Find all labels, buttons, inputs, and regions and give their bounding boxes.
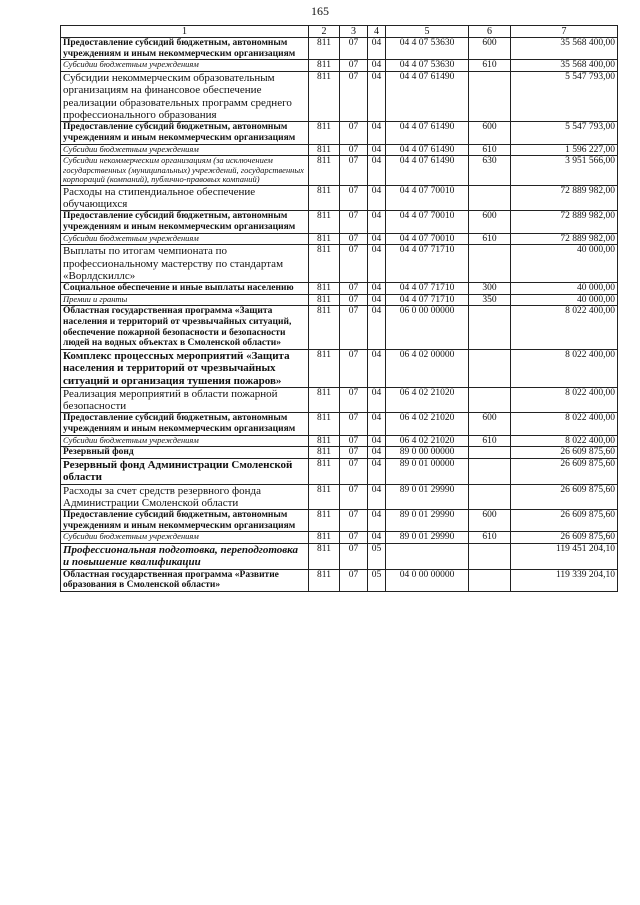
amount-cell: 8 022 400,00 [511, 306, 618, 350]
table-row [61, 510, 618, 532]
table-row [61, 122, 618, 144]
name-cell: Предоставление субсидий бюджетным, автономным учреждениям и иным некоммерческим организациям [61, 122, 309, 144]
subsection-code-cell: 05 [368, 544, 386, 570]
table-row [61, 283, 618, 295]
ministry-code-cell: 811 [309, 510, 340, 532]
ministry-code-cell: 811 [309, 544, 340, 570]
name-cell: Областная государственная программа «Защита населения и территорий от чрезвычайных ситуаций, обеспечение пожарной безопасности и безопасности людей на водных объектах в Смоленской области» [61, 306, 309, 350]
table-row [61, 72, 618, 122]
subsection-code-cell: 04 [368, 185, 386, 211]
expense-type-cell [469, 349, 511, 387]
subsection-code-cell: 04 [368, 156, 386, 186]
ministry-code-cell: 811 [309, 122, 340, 144]
table-row [61, 544, 618, 570]
name-cell: Реализация мероприятий в области пожарной безопасности [61, 387, 309, 413]
header-cell: 2 [309, 26, 340, 38]
ministry-code-cell: 811 [309, 156, 340, 186]
ministry-code-cell: 811 [309, 484, 340, 510]
section-code-cell: 07 [340, 72, 368, 122]
amount-cell: 26 609 875,60 [511, 458, 618, 484]
name-cell: Социальное обеспечение и иные выплаты населению [61, 283, 309, 295]
expense-type-cell [469, 544, 511, 570]
expense-type-cell: 610 [469, 532, 511, 544]
expense-type-cell: 600 [469, 122, 511, 144]
ministry-code-cell: 811 [309, 211, 340, 233]
expense-type-cell: 610 [469, 233, 511, 245]
subsection-code-cell: 04 [368, 435, 386, 447]
amount-cell: 8 022 400,00 [511, 435, 618, 447]
name-cell: Расходы на стипендиальное обеспечение обучающихся [61, 185, 309, 211]
table-row [61, 349, 618, 387]
table-row [61, 484, 618, 510]
ministry-code-cell: 811 [309, 294, 340, 306]
table-row [61, 306, 618, 350]
amount-cell: 35 568 400,00 [511, 60, 618, 72]
target-article-cell: 04 4 07 71710 [386, 245, 469, 283]
target-article-cell: 04 4 07 61490 [386, 122, 469, 144]
expense-type-cell: 600 [469, 38, 511, 60]
target-article-cell: 06 4 02 00000 [386, 349, 469, 387]
expense-type-cell [469, 72, 511, 122]
subsection-code-cell: 04 [368, 283, 386, 295]
ministry-code-cell: 811 [309, 283, 340, 295]
expense-type-cell: 610 [469, 144, 511, 156]
ministry-code-cell: 811 [309, 38, 340, 60]
name-cell: Субсидии бюджетным учреждениям [61, 532, 309, 544]
expense-type-cell [469, 387, 511, 413]
amount-cell: 26 609 875,60 [511, 484, 618, 510]
ministry-code-cell: 811 [309, 413, 340, 435]
name-cell: Субсидии бюджетным учреждениям [61, 60, 309, 72]
subsection-code-cell: 04 [368, 144, 386, 156]
section-code-cell: 07 [340, 60, 368, 72]
amount-cell: 40 000,00 [511, 294, 618, 306]
subsection-code-cell: 04 [368, 349, 386, 387]
header-row [61, 26, 618, 38]
amount-cell: 26 609 875,60 [511, 532, 618, 544]
expense-type-cell [469, 245, 511, 283]
section-code-cell: 07 [340, 569, 368, 591]
amount-cell: 26 609 875,60 [511, 510, 618, 532]
amount-cell: 40 000,00 [511, 245, 618, 283]
table-row [61, 156, 618, 186]
table-row [61, 569, 618, 591]
expense-type-cell: 600 [469, 510, 511, 532]
target-article-cell: 04 4 07 61490 [386, 144, 469, 156]
name-cell: Субсидии бюджетным учреждениям [61, 233, 309, 245]
target-article-cell: 04 4 07 61490 [386, 72, 469, 122]
expense-type-cell [469, 447, 511, 459]
name-cell: Субсидии некоммерческим организациям (за исключением государственных (муниципальных) учреждений, государственных корпораций (компаний), публично-правовых компаний) [61, 156, 309, 186]
table-row [61, 458, 618, 484]
ministry-code-cell: 811 [309, 387, 340, 413]
table-row [61, 294, 618, 306]
amount-cell: 35 568 400,00 [511, 38, 618, 60]
subsection-code-cell: 04 [368, 510, 386, 532]
target-article-cell: 04 4 07 53630 [386, 38, 469, 60]
subsection-code-cell: 04 [368, 447, 386, 459]
subsection-code-cell: 04 [368, 532, 386, 544]
section-code-cell: 07 [340, 510, 368, 532]
table-row [61, 413, 618, 435]
section-code-cell: 07 [340, 294, 368, 306]
section-code-cell: 07 [340, 306, 368, 350]
section-code-cell: 07 [340, 544, 368, 570]
ministry-code-cell: 811 [309, 532, 340, 544]
subsection-code-cell: 05 [368, 569, 386, 591]
amount-cell: 1 596 227,00 [511, 144, 618, 156]
target-article-cell: 89 0 01 00000 [386, 458, 469, 484]
name-cell: Резервный фонд [61, 447, 309, 459]
target-article-cell: 89 0 01 29990 [386, 484, 469, 510]
amount-cell: 26 609 875,60 [511, 447, 618, 459]
ministry-code-cell: 811 [309, 458, 340, 484]
target-article-cell: 04 4 07 70010 [386, 233, 469, 245]
header-cell: 1 [61, 26, 309, 38]
name-cell: Субсидии бюджетным учреждениям [61, 435, 309, 447]
amount-cell: 3 951 566,00 [511, 156, 618, 186]
name-cell: Предоставление субсидий бюджетным, автономным учреждениям и иным некоммерческим организациям [61, 211, 309, 233]
amount-cell: 8 022 400,00 [511, 413, 618, 435]
header-cell: 7 [511, 26, 618, 38]
target-article-cell: 06 4 02 21020 [386, 435, 469, 447]
header-cell: 3 [340, 26, 368, 38]
ministry-code-cell: 811 [309, 569, 340, 591]
amount-cell: 5 547 793,00 [511, 122, 618, 144]
amount-cell: 119 451 204,10 [511, 544, 618, 570]
table-body [61, 38, 618, 592]
subsection-code-cell: 04 [368, 458, 386, 484]
subsection-code-cell: 04 [368, 387, 386, 413]
page-number: 165 [311, 4, 329, 18]
expense-type-cell [469, 569, 511, 591]
ministry-code-cell: 811 [309, 435, 340, 447]
name-cell: Резервный фонд Администрации Смоленской области [61, 458, 309, 484]
amount-cell: 5 547 793,00 [511, 72, 618, 122]
header-cell: 5 [386, 26, 469, 38]
section-code-cell: 07 [340, 211, 368, 233]
target-article-cell: 04 4 07 71710 [386, 283, 469, 295]
table-row [61, 245, 618, 283]
ministry-code-cell: 811 [309, 447, 340, 459]
expense-type-cell [469, 306, 511, 350]
section-code-cell: 07 [340, 435, 368, 447]
name-cell: Предоставление субсидий бюджетным, автономным учреждениям и иным некоммерческим организациям [61, 413, 309, 435]
table-row [61, 211, 618, 233]
expense-type-cell [469, 484, 511, 510]
section-code-cell: 07 [340, 349, 368, 387]
table-row [61, 60, 618, 72]
expense-type-cell [469, 185, 511, 211]
target-article-cell: 04 4 07 70010 [386, 211, 469, 233]
target-article-cell: 06 4 02 21020 [386, 387, 469, 413]
subsection-code-cell: 04 [368, 245, 386, 283]
expense-type-cell [469, 458, 511, 484]
table-row [61, 185, 618, 211]
name-cell: Расходы за счет средств резервного фонда Администрации Смоленской области [61, 484, 309, 510]
section-code-cell: 07 [340, 185, 368, 211]
section-code-cell: 07 [340, 283, 368, 295]
amount-cell: 8 022 400,00 [511, 387, 618, 413]
section-code-cell: 07 [340, 233, 368, 245]
table-row [61, 144, 618, 156]
amount-cell: 72 889 982,00 [511, 185, 618, 211]
subsection-code-cell: 04 [368, 294, 386, 306]
target-article-cell: 89 0 01 29990 [386, 510, 469, 532]
subsection-code-cell: 04 [368, 211, 386, 233]
ministry-code-cell: 811 [309, 349, 340, 387]
target-article-cell: 06 0 00 00000 [386, 306, 469, 350]
subsection-code-cell: 04 [368, 233, 386, 245]
amount-cell: 72 889 982,00 [511, 233, 618, 245]
subsection-code-cell: 04 [368, 38, 386, 60]
subsection-code-cell: 04 [368, 60, 386, 72]
table-row [61, 532, 618, 544]
target-article-cell: 06 4 02 21020 [386, 413, 469, 435]
name-cell: Комплекс процессных мероприятий «Защита населения и территорий от чрезвычайных ситуаций и организация тушения пожаров» [61, 349, 309, 387]
target-article-cell: 04 4 07 70010 [386, 185, 469, 211]
section-code-cell: 07 [340, 144, 368, 156]
section-code-cell: 07 [340, 38, 368, 60]
name-cell: Субсидии бюджетным учреждениям [61, 144, 309, 156]
amount-cell: 8 022 400,00 [511, 349, 618, 387]
ministry-code-cell: 811 [309, 245, 340, 283]
expense-type-cell: 350 [469, 294, 511, 306]
header-cell: 6 [469, 26, 511, 38]
target-article-cell: 04 4 07 53630 [386, 60, 469, 72]
table-row [61, 435, 618, 447]
expense-type-cell: 610 [469, 60, 511, 72]
name-cell: Предоставление субсидий бюджетным, автономным учреждениям и иным некоммерческим организациям [61, 510, 309, 532]
subsection-code-cell: 04 [368, 72, 386, 122]
target-article-cell: 89 0 01 29990 [386, 532, 469, 544]
section-code-cell: 07 [340, 413, 368, 435]
header-cell: 4 [368, 26, 386, 38]
target-article-cell: 04 4 07 61490 [386, 156, 469, 186]
table-row [61, 447, 618, 459]
amount-cell: 40 000,00 [511, 283, 618, 295]
table-row [61, 233, 618, 245]
amount-cell: 119 339 204,10 [511, 569, 618, 591]
expense-type-cell: 600 [469, 211, 511, 233]
name-cell: Профессиональная подготовка, переподготовка и повышение квалификации [61, 544, 309, 570]
section-code-cell: 07 [340, 484, 368, 510]
expense-type-cell: 610 [469, 435, 511, 447]
expense-type-cell: 630 [469, 156, 511, 186]
name-cell: Выплаты по итогам чемпионата по профессиональному мастерству по стандартам «Ворлдскиллс» [61, 245, 309, 283]
ministry-code-cell: 811 [309, 306, 340, 350]
subsection-code-cell: 04 [368, 413, 386, 435]
table-row [61, 38, 618, 60]
target-article-cell: 04 0 00 00000 [386, 569, 469, 591]
section-code-cell: 07 [340, 387, 368, 413]
target-article-cell: 89 0 00 00000 [386, 447, 469, 459]
subsection-code-cell: 04 [368, 306, 386, 350]
subsection-code-cell: 04 [368, 122, 386, 144]
ministry-code-cell: 811 [309, 185, 340, 211]
name-cell: Областная государственная программа «Развитие образования в Смоленской области» [61, 569, 309, 591]
ministry-code-cell: 811 [309, 233, 340, 245]
name-cell: Предоставление субсидий бюджетным, автономным учреждениям и иным некоммерческим организациям [61, 38, 309, 60]
subsection-code-cell: 04 [368, 484, 386, 510]
section-code-cell: 07 [340, 122, 368, 144]
section-code-cell: 07 [340, 245, 368, 283]
ministry-code-cell: 811 [309, 72, 340, 122]
name-cell: Субсидии некоммерческим образовательным организациям на финансовое обеспечение реализации образовательных программ среднего профессионального образования [61, 72, 309, 122]
section-code-cell: 07 [340, 532, 368, 544]
target-article-cell [386, 544, 469, 570]
target-article-cell: 04 4 07 71710 [386, 294, 469, 306]
section-code-cell: 07 [340, 458, 368, 484]
table-row [61, 387, 618, 413]
ministry-code-cell: 811 [309, 144, 340, 156]
budget-table [60, 25, 618, 592]
expense-type-cell: 600 [469, 413, 511, 435]
section-code-cell: 07 [340, 156, 368, 186]
expense-type-cell: 300 [469, 283, 511, 295]
name-cell: Премии и гранты [61, 294, 309, 306]
ministry-code-cell: 811 [309, 60, 340, 72]
section-code-cell: 07 [340, 447, 368, 459]
amount-cell: 72 889 982,00 [511, 211, 618, 233]
